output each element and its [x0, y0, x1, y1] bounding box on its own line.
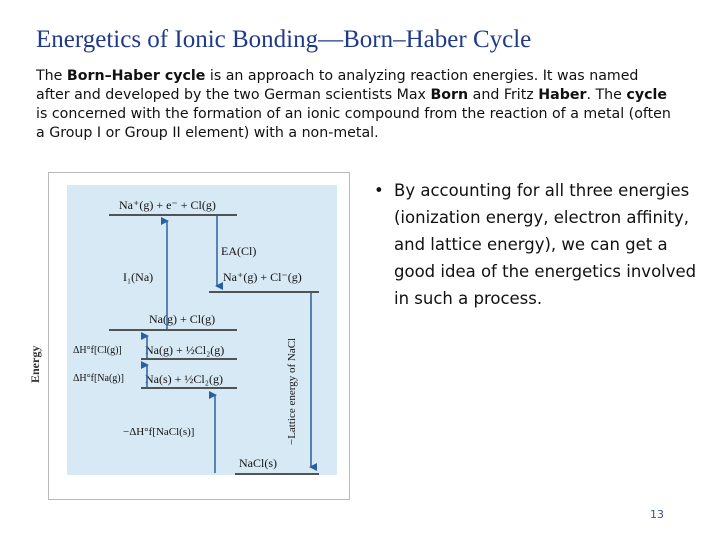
level-atoms-label: Na(g) + Cl(g) [149, 312, 216, 326]
intro-paragraph: The Born–Haber cycle is an approach to analyzing reaction energies. It was named after and developed by the two German scientists Max Born and Fritz Haber. The cycle is concerned with the formation of an ionic compound from the reaction of a metal (often a Group I or Group II element) with a non-metal. [36, 68, 671, 141]
dhf-na-label: ΔH°f[Na(g)] [73, 373, 124, 384]
ea-label: EA(Cl) [221, 244, 257, 258]
level-product-label: NaCl(s) [239, 456, 277, 470]
bullet-dot: • [374, 181, 384, 200]
slide-title: Energetics of Ionic Bonding—Born–Haber Cycle [36, 26, 532, 53]
lattice-label: −Lattice energy of NaCl [286, 337, 298, 445]
bullet-text: By accounting for all three energies (ionization energy, electron affinity, and lattice energy), we can get a good idea of the energetics involved in such a process. [394, 181, 697, 308]
ie-label: I₁(Na) [123, 270, 154, 284]
level-elements-label: Na(s) + ½Cl₂(g) [145, 372, 223, 386]
level-ions-label: Na⁺(g) + Cl⁻(g) [223, 270, 302, 284]
born-haber-diagram [28, 172, 350, 500]
page-number: 13 [650, 508, 664, 521]
energy-axis-label: Energy [28, 345, 42, 383]
bullet-point [374, 177, 704, 312]
level-half-cl2-label: Na(g) + ½Cl₂(g) [145, 343, 225, 357]
level-top-label: Na⁺(g) + e⁻ + Cl(g) [119, 198, 216, 212]
dhf-nacl-label: −ΔH°f[NaCl(s)] [123, 426, 195, 438]
dhf-cl-label: ΔH°f[Cl(g)] [73, 345, 122, 356]
